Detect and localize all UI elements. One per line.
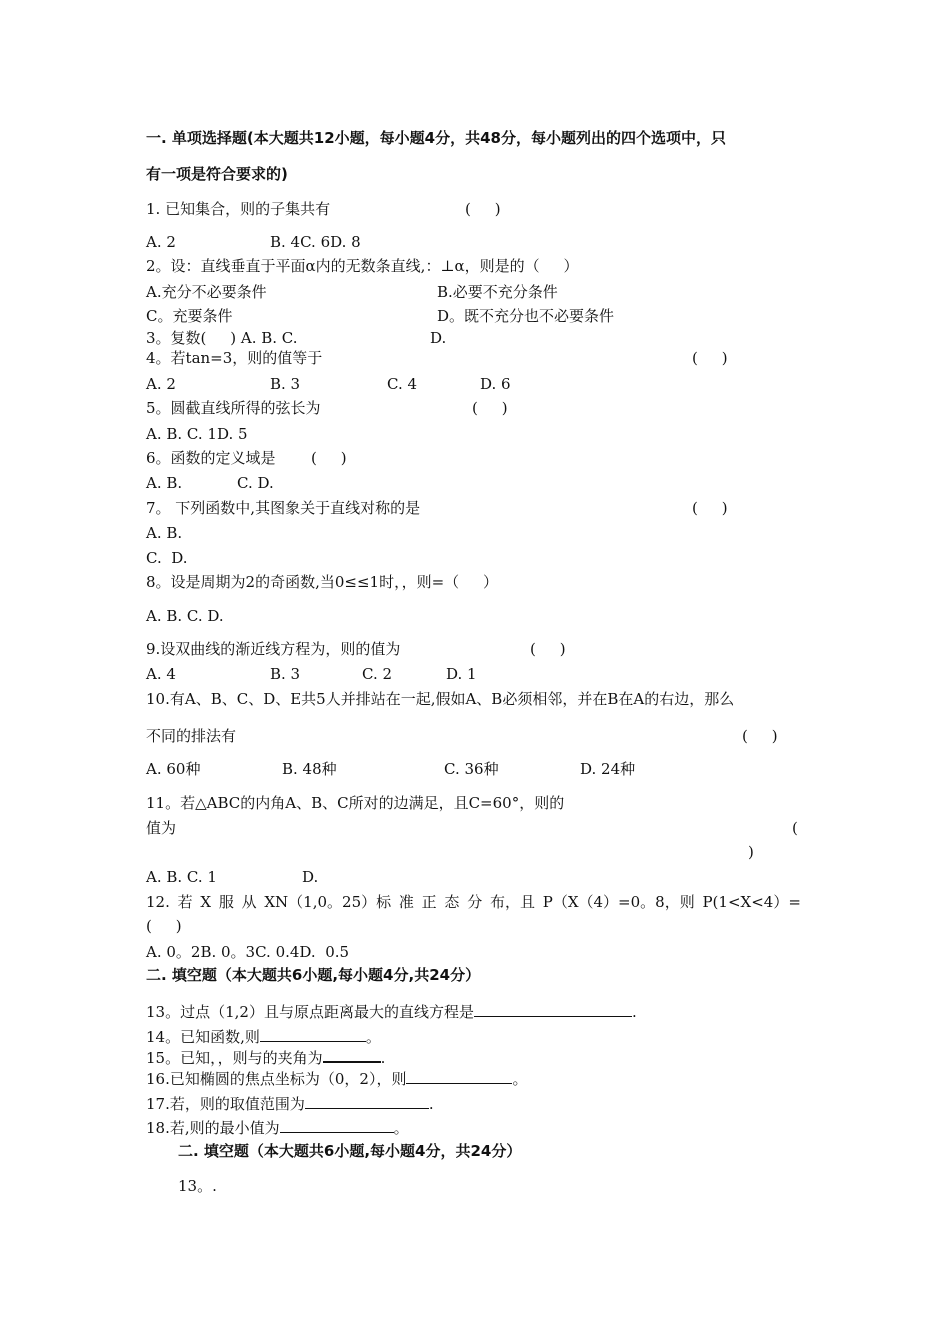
q4-option-a: A. 2 xyxy=(146,375,176,393)
q18-end: 。 xyxy=(393,1119,409,1137)
q4-answer-bracket: ( ) xyxy=(692,349,728,367)
q8-text: 8。设是周期为2的奇函数,当0≤≤1时，，则=（ ） xyxy=(146,573,498,591)
q15-stem: 15。已知，，则与的夹角为 xyxy=(146,1049,323,1067)
q2-option-b: B.必要不充分条件 xyxy=(437,283,558,301)
q1-text: 1. 已知集合，则的子集共有 xyxy=(146,200,331,218)
section1-heading-line1: 一. 单项选择题(本大题共12小题，每小题4分，共48分，每小题列出的四个选项中，只 xyxy=(146,129,726,147)
q4-text: 4。若tan=3，则的值等于 xyxy=(146,349,323,367)
q12-text: 12. 若 X 服 从 XN（1,0。25）标 准 正 态 分 布，且 P（X（4）=0。8，则 P(1<X<4）= xyxy=(146,893,801,911)
q4-option-c: C. 4 xyxy=(387,375,418,393)
q18-text xyxy=(146,1117,409,1137)
q10-option-b: B. 48种 xyxy=(282,760,337,778)
q18-blank[interactable] xyxy=(280,1117,394,1133)
q15-text xyxy=(146,1046,385,1067)
q6-options-cd: C. D. xyxy=(237,474,274,492)
q18-stem: 18.若,则的最小值为 xyxy=(146,1119,280,1137)
q9-option-b: B. 3 xyxy=(270,665,301,683)
q13-end: . xyxy=(631,1003,637,1021)
q8-options: A. B. C. D. xyxy=(146,607,224,625)
q12-options: A. 0。2B. 0。3C. 0.4D. 0.5 xyxy=(146,943,350,961)
q17-stem: 17.若，则的取值范围为 xyxy=(146,1095,305,1113)
q10-text-line2: 不同的排法有 xyxy=(146,727,237,745)
q4-option-b: B. 3 xyxy=(270,375,301,393)
answer-q13: 13。. xyxy=(178,1177,217,1195)
q14-stem: 14。已知函数,则 xyxy=(146,1028,260,1046)
q7-text: 7。 下列函数中,其图象关于直线对称的是 xyxy=(146,499,421,517)
q3-option-d: D. xyxy=(430,329,447,347)
q5-answer-bracket: ( ) xyxy=(472,399,508,417)
q11-bracket-open: ( xyxy=(792,819,798,837)
answer-section2-heading: 二. 填空题（本大题共6小题,每小题4分，共24分） xyxy=(178,1142,522,1160)
q10-text-line1: 10.有A、B、C、D、E共5人并排站在一起,假如A、B必须相邻，并在B在A的右边，那么 xyxy=(146,690,735,708)
q9-option-a: A. 4 xyxy=(146,665,176,683)
q4-option-d: D. 6 xyxy=(480,375,511,393)
q15-end: . xyxy=(380,1049,386,1067)
q9-option-d: D. 1 xyxy=(446,665,477,683)
q9-text: 9.设双曲线的渐近线方程为，则的值为 xyxy=(146,640,401,658)
q13-blank[interactable] xyxy=(474,1001,632,1017)
section2-heading: 二. 填空题（本大题共6小题,每小题4分,共24分） xyxy=(146,966,481,984)
q7-options-ab: A. B. xyxy=(146,524,183,542)
q7-options-cd: C. D. xyxy=(146,549,188,567)
q14-text xyxy=(146,1026,381,1046)
q14-blank[interactable] xyxy=(260,1026,366,1042)
q14-end: 。 xyxy=(365,1028,381,1046)
q17-text xyxy=(146,1093,434,1113)
q13-stem: 13。过点（1,2）且与原点距离最大的直线方程是 xyxy=(146,1003,474,1021)
q12-answer-bracket: ( ) xyxy=(146,917,182,935)
q2-option-d: D。既不充分也不必要条件 xyxy=(437,307,615,325)
q16-end: 。 xyxy=(512,1070,528,1088)
q11-bracket-close: ) xyxy=(748,843,754,861)
q9-option-c: C. 2 xyxy=(362,665,393,683)
q10-option-d: D. 24种 xyxy=(580,760,636,778)
q17-end: . xyxy=(428,1095,434,1113)
q15-blank[interactable] xyxy=(323,1046,381,1063)
q1-option-a: A. 2 xyxy=(146,233,176,251)
q2-option-c: C。充要条件 xyxy=(146,307,233,325)
q6-answer-bracket: ( ) xyxy=(311,449,347,467)
q1-answer-bracket: ( ) xyxy=(465,200,501,218)
q2-option-a: A.充分不必要条件 xyxy=(146,283,267,301)
q11-options-abc: A. B. C. 1 xyxy=(146,868,217,886)
q9-answer-bracket: ( ) xyxy=(530,640,566,658)
q7-answer-bracket: ( ) xyxy=(692,499,728,517)
q16-text xyxy=(146,1068,527,1088)
q5-text: 5。圆截直线所得的弦长为 xyxy=(146,399,321,417)
q17-blank[interactable] xyxy=(305,1093,429,1109)
q10-answer-bracket: ( ) xyxy=(742,727,778,745)
q10-option-a: A. 60种 xyxy=(146,760,201,778)
q11-text-line2: 值为 xyxy=(146,819,177,837)
q16-blank[interactable] xyxy=(406,1068,512,1084)
q6-options-ab: A. B. xyxy=(146,474,183,492)
q2-text: 2。设：直线垂直于平面α内的无数条直线,：⊥α，则是的（ ） xyxy=(146,257,579,275)
q5-options: A. B. C. 1D. 5 xyxy=(146,425,248,443)
q16-stem: 16.已知椭圆的焦点坐标为（0，2），则 xyxy=(146,1070,407,1088)
q6-text: 6。函数的定义域是 xyxy=(146,449,276,467)
q13-text xyxy=(146,1001,637,1021)
q10-option-c: C. 36种 xyxy=(444,760,499,778)
q11-option-d: D. xyxy=(302,868,319,886)
q1-options-bcd: B. 4C. 6D. 8 xyxy=(270,233,361,251)
section1-heading-line2: 有一项是符合要求的) xyxy=(146,165,288,183)
q3-text: 3。复数( ) A. B. C. xyxy=(146,329,298,347)
q11-text-line1: 11。若△ABC的内角A、B、C所对的边满足，且C=60°，则的 xyxy=(146,794,565,812)
